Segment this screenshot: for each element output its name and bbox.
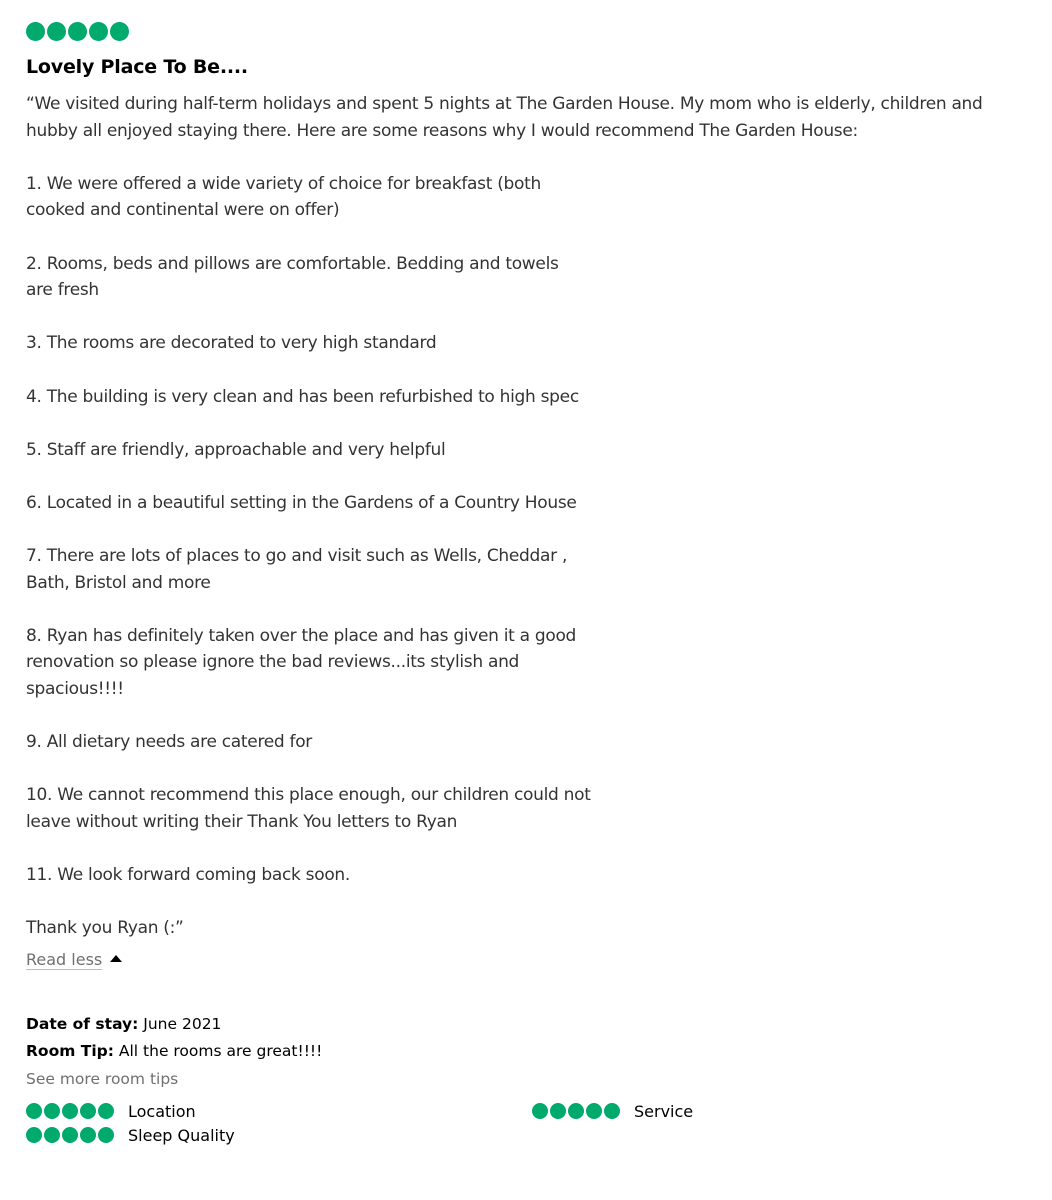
sub-rating-bubbles bbox=[26, 1103, 114, 1119]
caret-up-icon bbox=[110, 955, 122, 962]
rating-bubble-icon bbox=[44, 1103, 60, 1119]
review-title: Lovely Place To Be.... bbox=[26, 56, 248, 78]
rating-bubble-icon bbox=[26, 1103, 42, 1119]
rating-bubble-icon bbox=[47, 22, 66, 41]
sub-rating-sleep-quality bbox=[26, 1126, 532, 1144]
room-tip bbox=[26, 1038, 1036, 1065]
rating-bubble-icon bbox=[568, 1103, 584, 1119]
rating-bubble-icon bbox=[62, 1103, 78, 1119]
rating-bubble-icon bbox=[80, 1127, 96, 1143]
room-tip-label: Room Tip: bbox=[26, 1041, 114, 1060]
rating-bubble-icon bbox=[550, 1103, 566, 1119]
sub-rating-label: Sleep Quality bbox=[128, 1125, 235, 1145]
sub-rating-label: Location bbox=[128, 1101, 196, 1121]
date-of-stay bbox=[26, 1011, 1036, 1038]
sub-ratings bbox=[26, 1102, 1036, 1144]
read-less-button[interactable] bbox=[26, 950, 122, 969]
rating-bubble-icon bbox=[26, 1127, 42, 1143]
rating-bubble-icon bbox=[586, 1103, 602, 1119]
sub-rating-location bbox=[26, 1102, 532, 1120]
rating-bubble-icon bbox=[89, 22, 108, 41]
rating-bubble-icon bbox=[62, 1127, 78, 1143]
rating-bubble-icon bbox=[110, 22, 129, 41]
overall-rating-bubbles bbox=[26, 22, 1036, 41]
sub-rating-service bbox=[532, 1102, 832, 1120]
sub-rating-label: Service bbox=[634, 1101, 694, 1121]
rating-bubble-icon bbox=[532, 1103, 548, 1119]
review-card bbox=[26, 22, 1036, 1144]
rating-bubble-icon bbox=[98, 1103, 114, 1119]
stay-details bbox=[26, 1011, 1036, 1064]
rating-bubble-icon bbox=[26, 22, 45, 41]
read-less-label: Read less bbox=[26, 950, 103, 969]
see-more-room-tips-link[interactable]: See more room tips bbox=[26, 1070, 179, 1088]
rating-bubble-icon bbox=[68, 22, 87, 41]
sub-rating-bubbles bbox=[26, 1127, 114, 1143]
sub-rating-bubbles bbox=[532, 1103, 620, 1119]
review-body: “We visited during half-term holidays and spent 5 nights at The Garden House. My mom who is elderly, children and hubby all enjoyed staying there. Here are some reasons why I would recommend The Garden House: 1. We were offered a wide variety of choice for breakfast (both cooked and continental were on offer) 2. Rooms, beds and pillows are comfortable. Bedding and towels are fresh 3. The rooms are decorated to very high standard 4. The building is very clean and has been refurbished to high spec 5. Staff are friendly, approachable and very helpful 6. Located in a beautiful setting in the Gardens of a Country House 7. There are lots of places to go and visit such as Wells, Cheddar , Bath, Bristol and more 8. Ryan has definitely taken over the place and has given it a good renovation so please ignore the bad reviews...its stylish and spacious!!!! 9. All dietary needs are catered for 10. We cannot recommend this place enough, our children could not leave without writing their Thank You letters to Ryan 11. We look forward coming back soon. Thank you Ryan (:” bbox=[26, 94, 983, 939]
room-tip-value: All the rooms are great!!!! bbox=[113, 1041, 323, 1060]
date-of-stay-value: June 2021 bbox=[138, 1015, 222, 1033]
rating-bubble-icon bbox=[604, 1103, 620, 1119]
rating-bubble-icon bbox=[44, 1127, 60, 1143]
date-of-stay-label: Date of stay: bbox=[26, 1015, 139, 1033]
rating-bubble-icon bbox=[98, 1127, 114, 1143]
rating-bubble-icon bbox=[80, 1103, 96, 1119]
